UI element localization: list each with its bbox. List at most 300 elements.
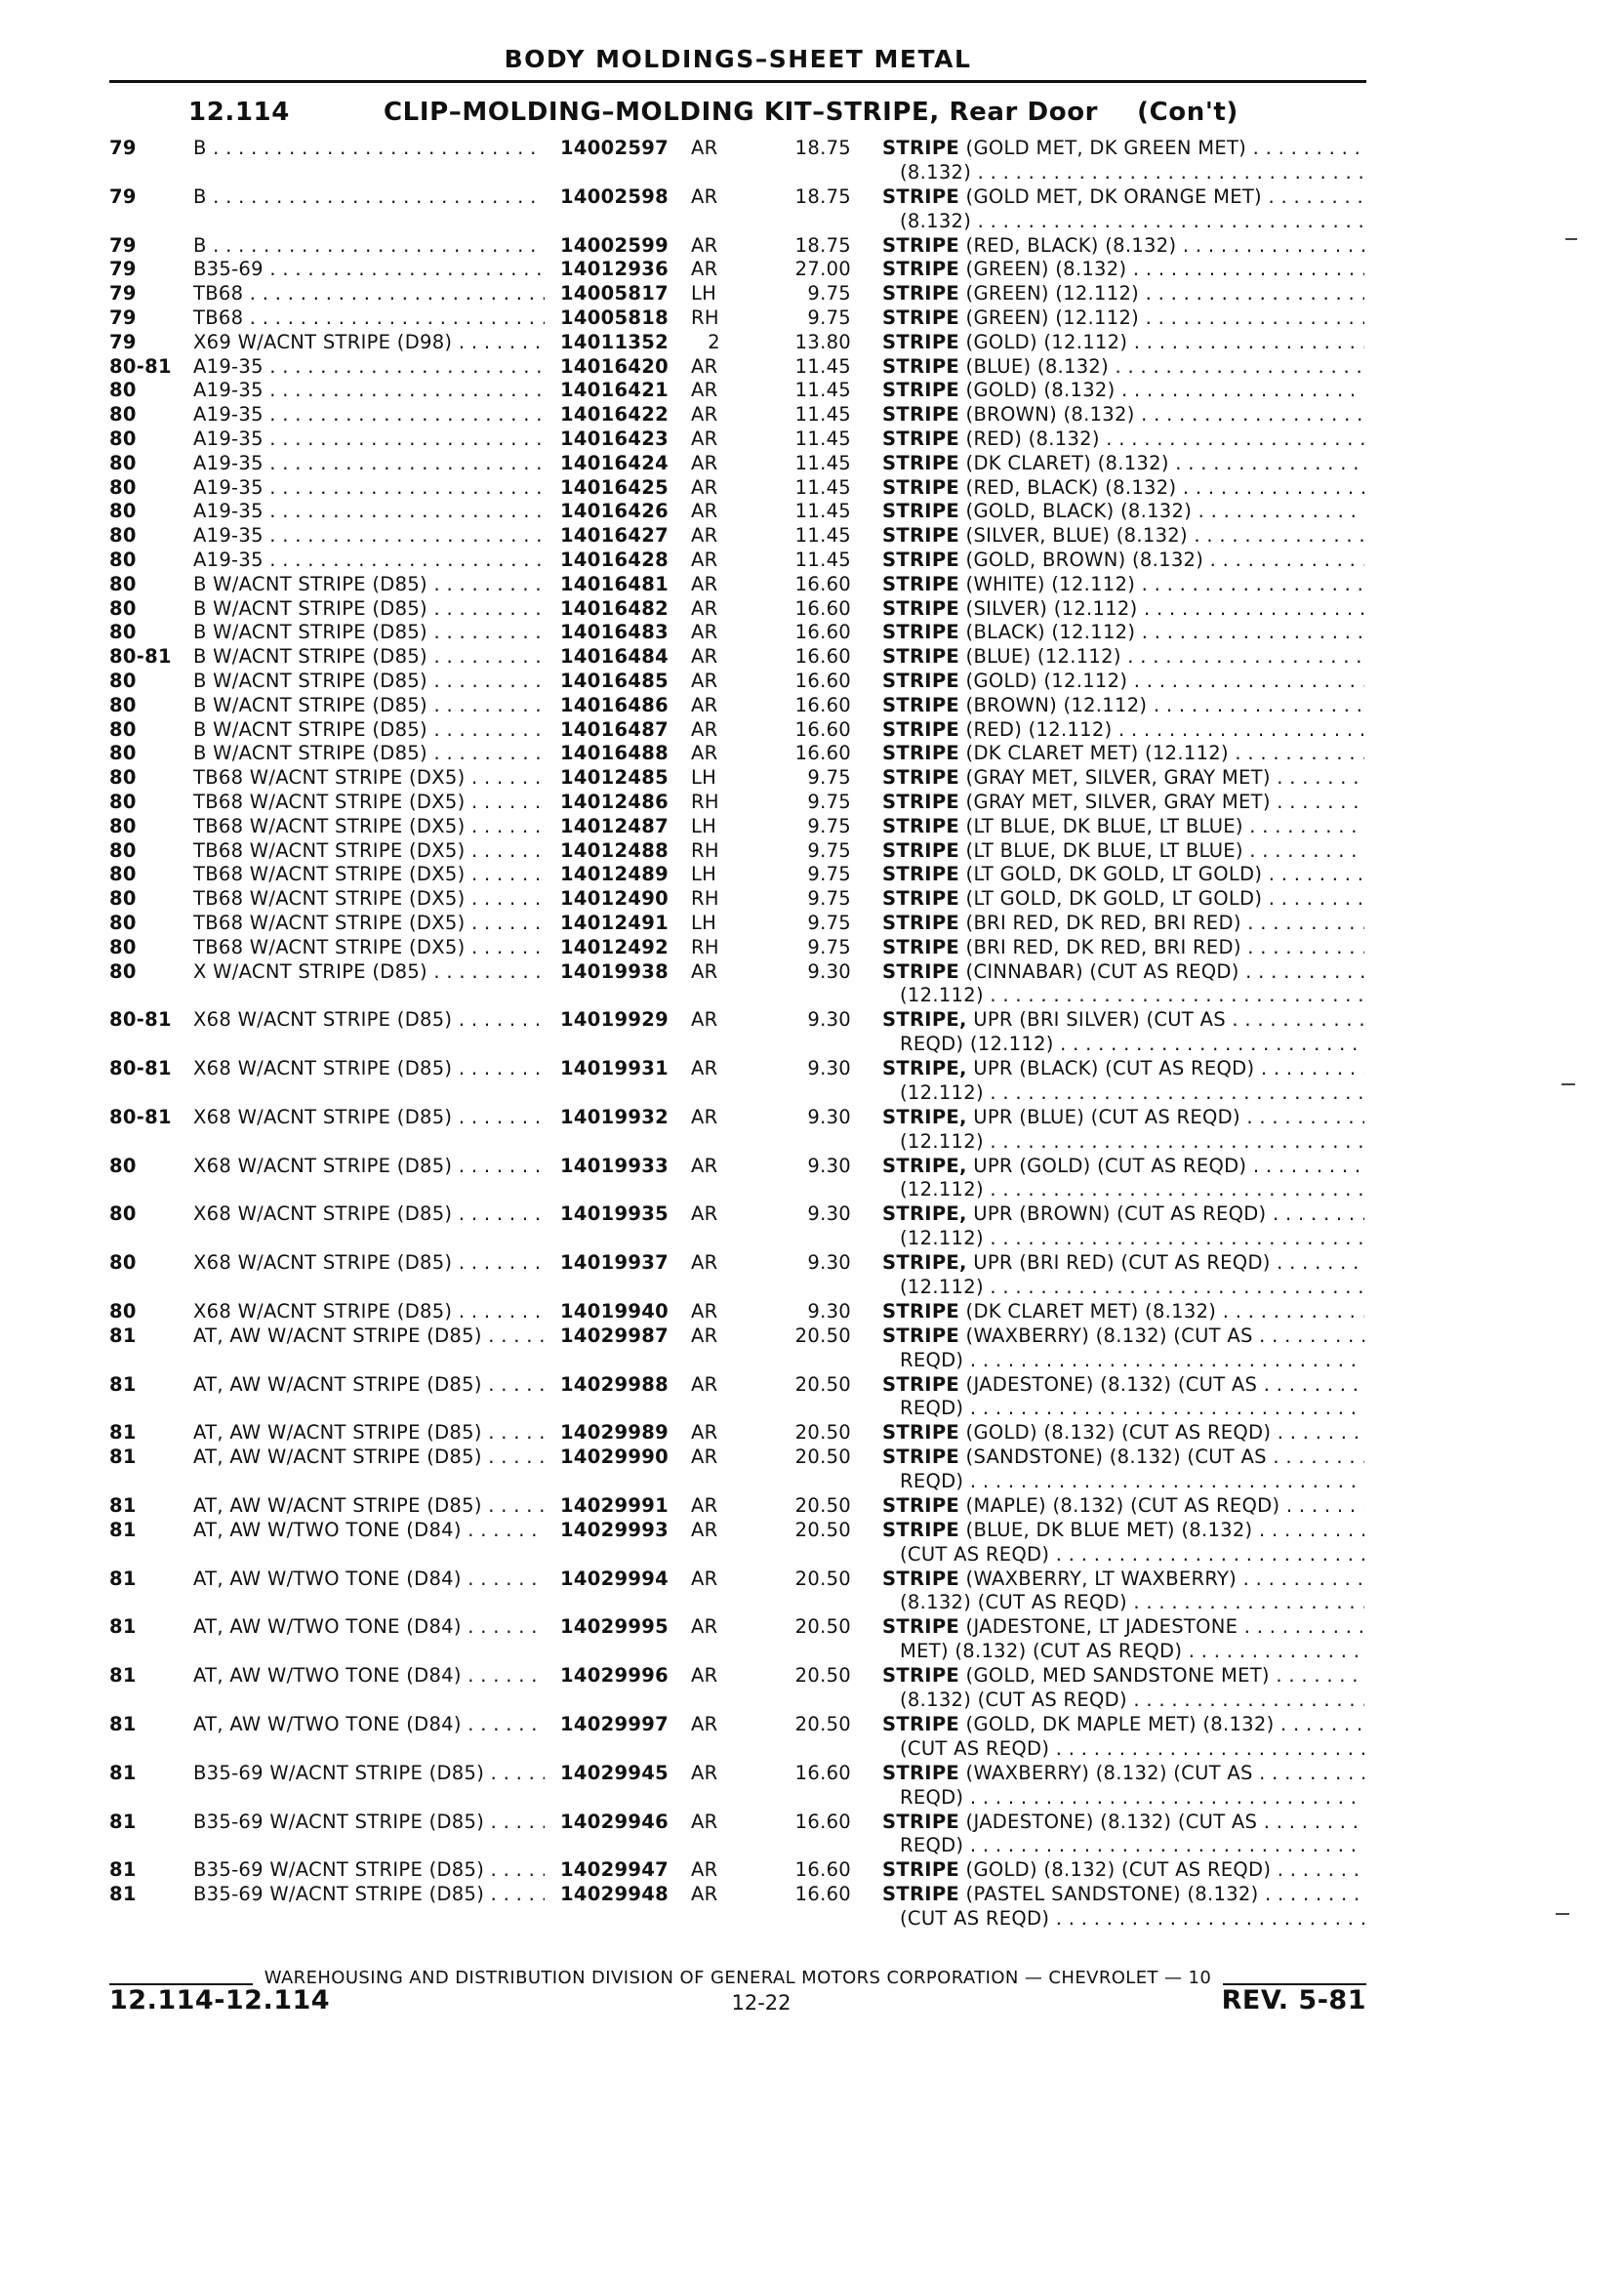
row-description bbox=[882, 452, 1364, 476]
row-quantity: LH bbox=[691, 766, 717, 790]
row-year: 81 bbox=[109, 1810, 137, 1833]
row-quantity: AR bbox=[691, 572, 718, 595]
row-description bbox=[882, 839, 1364, 864]
row-part-number: 14019933 bbox=[560, 1154, 669, 1177]
row-description bbox=[882, 500, 1364, 524]
row-part-number: 14029990 bbox=[560, 1445, 669, 1469]
row-part-number: 14029988 bbox=[560, 1372, 669, 1396]
row-description-text: (GREEN) (12.112) bbox=[965, 282, 1140, 305]
row-year: 81 bbox=[109, 1494, 137, 1518]
row-description bbox=[882, 1421, 1364, 1445]
row-description bbox=[882, 815, 1364, 839]
row-description-text: (GREEN) (12.112) bbox=[965, 305, 1140, 329]
row-description-text: (GRAY MET, SILVER, GRAY MET) bbox=[965, 790, 1271, 813]
row-quantity: RH bbox=[691, 305, 719, 329]
row-quantity: AR bbox=[691, 1810, 718, 1833]
margin-mark bbox=[1562, 1083, 1575, 1085]
row-quantity: AR bbox=[691, 1761, 718, 1784]
row-part-number: 14016426 bbox=[560, 500, 669, 523]
row-price: 20.50 bbox=[794, 1323, 851, 1347]
row-price: 18.75 bbox=[794, 184, 851, 208]
table-row bbox=[0, 185, 1624, 234]
row-model: AT, AW W/ACNT STRIPE (D85) . . . bbox=[193, 1494, 545, 1519]
row-part-number: 14019931 bbox=[560, 1057, 669, 1080]
row-keyword: STRIPE bbox=[882, 1421, 960, 1445]
row-keyword: STRIPE bbox=[882, 548, 960, 571]
row-description-text: UPR (BRI SILVER) (CUT AS bbox=[973, 1008, 1226, 1032]
table-row bbox=[0, 791, 1624, 815]
row-part-number: 14029996 bbox=[560, 1664, 669, 1688]
row-model: AT, AW W/TWO TONE (D84) . . . bbox=[193, 1664, 545, 1689]
row-keyword: STRIPE bbox=[882, 354, 960, 378]
row-quantity: LH bbox=[691, 863, 717, 886]
table-row bbox=[0, 1324, 1624, 1373]
row-price: 11.45 bbox=[794, 475, 851, 499]
row-year: 80 bbox=[109, 475, 137, 499]
row-description bbox=[882, 234, 1364, 259]
row-price: 16.60 bbox=[794, 1810, 851, 1833]
table-row bbox=[0, 524, 1624, 549]
row-year: 80 bbox=[109, 693, 137, 716]
row-year: 81 bbox=[109, 1883, 137, 1906]
row-part-number: 14012489 bbox=[560, 863, 669, 886]
row-quantity: AR bbox=[691, 379, 718, 402]
row-keyword: STRIPE, bbox=[882, 1008, 967, 1032]
row-description-continued: MET) (8.132) (CUT AS REQD) . . . bbox=[900, 1640, 1364, 1664]
row-quantity: RH bbox=[691, 790, 719, 813]
table-row bbox=[0, 476, 1624, 501]
row-part-number: 14012486 bbox=[560, 790, 669, 813]
row-price: 16.60 bbox=[794, 596, 851, 620]
row-description-text: (BLACK) (12.112) bbox=[965, 621, 1136, 644]
row-year: 80 bbox=[109, 911, 137, 934]
row-quantity: AR bbox=[691, 1251, 718, 1275]
row-keyword: STRIPE bbox=[882, 717, 960, 741]
row-part-number: 14016425 bbox=[560, 475, 669, 499]
row-description-text: (BLUE, DK BLUE MET) (8.132) bbox=[965, 1518, 1253, 1541]
row-quantity: AR bbox=[691, 959, 718, 983]
row-price: 18.75 bbox=[794, 233, 851, 257]
table-row bbox=[0, 258, 1624, 282]
row-price: 9.30 bbox=[807, 959, 851, 983]
row-price: 9.30 bbox=[807, 1251, 851, 1275]
row-model: AT, AW W/TWO TONE (D84) . . . bbox=[193, 1615, 545, 1640]
row-description-continued: (8.132) . . . bbox=[900, 161, 1364, 185]
row-model: A19-35 . . . bbox=[193, 355, 545, 380]
row-model: TB68 W/ACNT STRIPE (DX5) . . . bbox=[193, 912, 545, 936]
row-description-text: (GOLD, MED SANDSTONE MET) bbox=[965, 1664, 1270, 1688]
row-quantity: AR bbox=[691, 1202, 718, 1226]
row-price: 9.30 bbox=[807, 1105, 851, 1128]
row-quantity: AR bbox=[691, 1883, 718, 1906]
row-quantity: AR bbox=[691, 1445, 718, 1469]
row-part-number: 14016481 bbox=[560, 572, 669, 595]
row-price: 11.45 bbox=[794, 379, 851, 402]
row-keyword: STRIPE bbox=[882, 1761, 960, 1784]
table-row bbox=[0, 670, 1624, 694]
row-quantity: AR bbox=[691, 596, 718, 620]
row-quantity: LH bbox=[691, 814, 717, 837]
row-description bbox=[882, 1057, 1364, 1081]
row-quantity: AR bbox=[691, 693, 718, 716]
row-model: B W/ACNT STRIPE (D85) . . . bbox=[193, 597, 545, 622]
row-keyword: STRIPE bbox=[882, 475, 960, 499]
row-description-text: (SILVER, BLUE) (8.132) bbox=[965, 524, 1188, 548]
row-description-continued: REQD) (12.112) . . . bbox=[900, 1033, 1364, 1057]
row-keyword: STRIPE bbox=[882, 596, 960, 620]
row-year: 81 bbox=[109, 1664, 137, 1688]
table-row bbox=[0, 1568, 1624, 1616]
row-year: 81 bbox=[109, 1323, 137, 1347]
margin-mark bbox=[1565, 238, 1577, 240]
table-row bbox=[0, 742, 1624, 766]
row-year: 80 bbox=[109, 863, 137, 886]
row-model: TB68 . . . bbox=[193, 306, 545, 331]
row-price: 9.75 bbox=[807, 790, 851, 813]
row-description-text: (SANDSTONE) (8.132) (CUT AS bbox=[965, 1445, 1267, 1469]
row-quantity: AR bbox=[691, 1664, 718, 1688]
row-quantity: AR bbox=[691, 403, 718, 427]
row-price: 16.60 bbox=[794, 1883, 851, 1906]
row-description bbox=[882, 1324, 1364, 1349]
row-description bbox=[882, 670, 1364, 694]
row-part-number: 14016422 bbox=[560, 403, 669, 427]
table-row bbox=[0, 766, 1624, 791]
row-description-text: (WAXBERRY) (8.132) (CUT AS bbox=[965, 1323, 1253, 1347]
row-description-text: (GOLD, DK MAPLE MET) (8.132) bbox=[965, 1713, 1275, 1736]
row-description-continued: (12.112) . . . bbox=[900, 1227, 1364, 1251]
row-description bbox=[882, 476, 1364, 501]
table-row bbox=[0, 1106, 1624, 1155]
row-price: 20.50 bbox=[794, 1664, 851, 1688]
row-model: AT, AW W/ACNT STRIPE (D85) . . . bbox=[193, 1421, 545, 1445]
row-quantity: AR bbox=[691, 548, 718, 571]
table-row bbox=[0, 1664, 1624, 1713]
row-description-continued: REQD) . . . bbox=[900, 1470, 1364, 1494]
row-model: A19-35 . . . bbox=[193, 500, 545, 524]
row-keyword: STRIPE bbox=[882, 137, 960, 159]
row-model: AT, AW W/TWO TONE (D84) . . . bbox=[193, 1519, 545, 1543]
row-year: 81 bbox=[109, 1615, 137, 1639]
row-model: TB68 W/ACNT STRIPE (DX5) . . . bbox=[193, 863, 545, 887]
table-row bbox=[0, 500, 1624, 524]
row-description bbox=[882, 573, 1364, 597]
row-description bbox=[882, 791, 1364, 815]
row-quantity: AR bbox=[691, 137, 718, 159]
row-description bbox=[882, 597, 1364, 622]
row-price: 9.75 bbox=[807, 911, 851, 934]
row-model: TB68 W/ACNT STRIPE (DX5) . . . bbox=[193, 791, 545, 815]
row-keyword: STRIPE bbox=[882, 1713, 960, 1736]
row-keyword: STRIPE bbox=[882, 790, 960, 813]
table-row bbox=[0, 1202, 1624, 1251]
row-year: 80 bbox=[109, 717, 137, 741]
row-part-number: 14029994 bbox=[560, 1567, 669, 1590]
row-year: 81 bbox=[109, 1421, 137, 1445]
row-keyword: STRIPE bbox=[882, 184, 960, 208]
row-quantity: AR bbox=[691, 500, 718, 523]
row-quantity: AR bbox=[691, 354, 718, 378]
row-part-number: 14029987 bbox=[560, 1323, 669, 1347]
row-quantity: AR bbox=[691, 1518, 718, 1541]
row-part-number: 14016484 bbox=[560, 645, 669, 669]
row-model: A19-35 . . . bbox=[193, 524, 545, 549]
row-keyword: STRIPE bbox=[882, 669, 960, 692]
row-year: 80 bbox=[109, 887, 137, 911]
row-description-text: (RED) (12.112) bbox=[965, 717, 1113, 741]
row-description-text: (BROWN) (8.132) bbox=[965, 403, 1135, 427]
row-description bbox=[882, 1445, 1364, 1470]
header-rule bbox=[109, 80, 1366, 83]
row-description bbox=[882, 863, 1364, 887]
row-quantity: AR bbox=[691, 233, 718, 257]
row-price: 9.75 bbox=[807, 305, 851, 329]
table-row bbox=[0, 1615, 1624, 1664]
row-year: 80 bbox=[109, 1300, 137, 1323]
row-model: B35-69 W/ACNT STRIPE (D85) . . . bbox=[193, 1858, 545, 1883]
row-description-text: (BRI RED, DK RED, BRI RED) bbox=[965, 911, 1241, 934]
table-row bbox=[0, 960, 1624, 1009]
row-quantity: AR bbox=[691, 1057, 718, 1080]
row-keyword: STRIPE bbox=[882, 1567, 960, 1590]
row-year: 81 bbox=[109, 1713, 137, 1736]
row-description bbox=[882, 621, 1364, 645]
row-model: B W/ACNT STRIPE (D85) . . . bbox=[193, 645, 545, 670]
row-description bbox=[882, 549, 1364, 573]
row-year: 80 bbox=[109, 935, 137, 958]
row-model: X68 W/ACNT STRIPE (D85) . . . bbox=[193, 1008, 545, 1033]
row-part-number: 14012492 bbox=[560, 935, 669, 958]
row-description bbox=[882, 1155, 1364, 1179]
row-keyword: STRIPE bbox=[882, 1372, 960, 1396]
row-description-continued: (8.132) (CUT AS REQD) . . . bbox=[900, 1591, 1364, 1615]
row-model: B . . . bbox=[193, 137, 545, 161]
row-description-continued: REQD) . . . bbox=[900, 1834, 1364, 1858]
row-model: A19-35 . . . bbox=[193, 379, 545, 403]
row-price: 9.75 bbox=[807, 282, 851, 305]
row-year: 80 bbox=[109, 427, 137, 450]
row-description-text: UPR (BROWN) (CUT AS REQD) bbox=[973, 1202, 1267, 1226]
row-price: 11.45 bbox=[794, 500, 851, 523]
row-year: 79 bbox=[109, 330, 137, 353]
row-part-number: 14016485 bbox=[560, 669, 669, 692]
row-year: 79 bbox=[109, 282, 137, 305]
row-description-text: (WAXBERRY, LT WAXBERRY) bbox=[965, 1567, 1238, 1590]
row-year: 79 bbox=[109, 137, 137, 159]
row-model: TB68 W/ACNT STRIPE (DX5) . . . bbox=[193, 887, 545, 912]
row-part-number: 14012487 bbox=[560, 814, 669, 837]
table-row bbox=[0, 1421, 1624, 1445]
row-keyword: STRIPE bbox=[882, 1323, 960, 1347]
row-description-continued: (12.112) . . . bbox=[900, 1130, 1364, 1155]
row-description-text: (DK CLARET MET) (8.132) bbox=[965, 1300, 1217, 1323]
row-description-continued: (CUT AS REQD) . . . bbox=[900, 1907, 1364, 1932]
table-row bbox=[0, 403, 1624, 428]
row-price: 16.60 bbox=[794, 1858, 851, 1882]
row-description bbox=[882, 428, 1364, 452]
row-description-continued: REQD) . . . bbox=[900, 1397, 1364, 1421]
row-price: 9.30 bbox=[807, 1202, 851, 1226]
row-description bbox=[882, 1858, 1364, 1883]
row-description bbox=[882, 1568, 1364, 1592]
row-part-number: 14005818 bbox=[560, 305, 669, 329]
margin-mark bbox=[1556, 1913, 1569, 1915]
row-description-text: (GOLD) (8.132) (CUT AS REQD) bbox=[965, 1858, 1272, 1882]
row-price: 27.00 bbox=[794, 258, 851, 281]
row-keyword: STRIPE bbox=[882, 305, 960, 329]
table-row bbox=[0, 1494, 1624, 1519]
row-year: 80-81 bbox=[109, 1105, 172, 1128]
row-part-number: 14029991 bbox=[560, 1494, 669, 1518]
row-year: 80 bbox=[109, 572, 137, 595]
row-model: B35-69 . . . bbox=[193, 258, 545, 282]
row-keyword: STRIPE bbox=[882, 233, 960, 257]
row-description-continued: (CUT AS REQD) . . . bbox=[900, 1543, 1364, 1568]
row-price: 11.45 bbox=[794, 451, 851, 474]
table-row bbox=[0, 331, 1624, 355]
footer-page-number: 12-22 bbox=[731, 1991, 792, 2015]
row-price: 20.50 bbox=[794, 1713, 851, 1736]
row-keyword: STRIPE bbox=[882, 1518, 960, 1541]
row-model: B . . . bbox=[193, 234, 545, 259]
row-quantity: LH bbox=[691, 282, 717, 305]
row-price: 9.30 bbox=[807, 1300, 851, 1323]
row-price: 20.50 bbox=[794, 1567, 851, 1590]
row-description-text: (GOLD, BLACK) (8.132) bbox=[965, 500, 1193, 523]
row-part-number: 14019932 bbox=[560, 1105, 669, 1128]
row-keyword: STRIPE bbox=[882, 621, 960, 644]
row-year: 80 bbox=[109, 379, 137, 402]
row-keyword: STRIPE bbox=[882, 403, 960, 427]
row-year: 80 bbox=[109, 790, 137, 813]
row-keyword: STRIPE bbox=[882, 500, 960, 523]
footer-revision: REV. 5-81 bbox=[1221, 1985, 1366, 2015]
row-price: 16.60 bbox=[794, 742, 851, 765]
row-model: A19-35 . . . bbox=[193, 476, 545, 501]
row-model: X68 W/ACNT STRIPE (D85) . . . bbox=[193, 1155, 545, 1179]
row-description bbox=[882, 137, 1364, 161]
row-keyword: STRIPE bbox=[882, 693, 960, 716]
row-description bbox=[882, 355, 1364, 380]
table-row bbox=[0, 549, 1624, 573]
row-description-text: (PASTEL SANDSTONE) (8.132) bbox=[965, 1883, 1259, 1906]
table-row bbox=[0, 1155, 1624, 1203]
row-keyword: STRIPE bbox=[882, 1445, 960, 1469]
row-year: 79 bbox=[109, 184, 137, 208]
row-description-text: (RED, BLACK) (8.132) bbox=[965, 475, 1177, 499]
table-row bbox=[0, 718, 1624, 743]
table-row bbox=[0, 936, 1624, 960]
row-model: AT, AW W/ACNT STRIPE (D85) . . . bbox=[193, 1324, 545, 1349]
row-keyword: STRIPE bbox=[882, 935, 960, 958]
table-row bbox=[0, 1300, 1624, 1324]
footer-division: WAREHOUSING AND DISTRIBUTION DIVISION OF GENERAL MOTORS CORPORATION — CHEVROLET — 10 bbox=[264, 1968, 1212, 1988]
row-part-number: 14002597 bbox=[560, 137, 669, 159]
row-description-text: (JADESTONE, LT JADESTONE bbox=[965, 1615, 1238, 1639]
row-model: B W/ACNT STRIPE (D85) . . . bbox=[193, 573, 545, 597]
row-part-number: 14016487 bbox=[560, 717, 669, 741]
row-year: 80 bbox=[109, 596, 137, 620]
table-row bbox=[0, 1811, 1624, 1859]
row-keyword: STRIPE bbox=[882, 814, 960, 837]
row-part-number: 14016483 bbox=[560, 621, 669, 644]
row-keyword: STRIPE, bbox=[882, 1202, 967, 1226]
row-description-text: (GOLD) (12.112) bbox=[965, 330, 1128, 353]
row-description-text: (GOLD) (8.132) bbox=[965, 379, 1116, 402]
row-keyword: STRIPE bbox=[882, 524, 960, 548]
row-description bbox=[882, 331, 1364, 355]
row-description-text: (RED) (8.132) bbox=[965, 427, 1100, 450]
row-year: 81 bbox=[109, 1567, 137, 1590]
row-keyword: STRIPE bbox=[882, 1494, 960, 1518]
row-part-number: 14016482 bbox=[560, 596, 669, 620]
row-description-text: (BRI RED, DK RED, BRI RED) bbox=[965, 935, 1241, 958]
footer-section-range: 12.114-12.114 bbox=[109, 1985, 331, 2015]
row-description bbox=[882, 1664, 1364, 1689]
row-keyword: STRIPE bbox=[882, 959, 960, 983]
row-year: 80 bbox=[109, 451, 137, 474]
row-description bbox=[882, 379, 1364, 403]
row-description-text: (DK CLARET MET) (12.112) bbox=[965, 742, 1229, 765]
table-row bbox=[0, 1008, 1624, 1057]
row-quantity: AR bbox=[691, 1372, 718, 1396]
row-quantity: 2 bbox=[708, 330, 720, 353]
row-description-text: (LT BLUE, DK BLUE, LT BLUE) bbox=[965, 814, 1243, 837]
row-year: 80 bbox=[109, 742, 137, 765]
row-keyword: STRIPE bbox=[882, 1810, 960, 1833]
row-model: X68 W/ACNT STRIPE (D85) . . . bbox=[193, 1057, 545, 1081]
row-keyword: STRIPE bbox=[882, 742, 960, 765]
row-price: 20.50 bbox=[794, 1518, 851, 1541]
row-keyword: STRIPE bbox=[882, 258, 960, 281]
row-model: AT, AW W/TWO TONE (D84) . . . bbox=[193, 1568, 545, 1592]
row-description-text: (GRAY MET, SILVER, GRAY MET) bbox=[965, 766, 1271, 790]
table-row bbox=[0, 1057, 1624, 1106]
row-keyword: STRIPE bbox=[882, 911, 960, 934]
table-row bbox=[0, 1883, 1624, 1932]
table-row bbox=[0, 355, 1624, 380]
section-title bbox=[188, 98, 1360, 127]
table-row bbox=[0, 1762, 1624, 1811]
row-description-continued: (12.112) . . . bbox=[900, 984, 1364, 1008]
row-part-number: 14029989 bbox=[560, 1421, 669, 1445]
row-price: 9.30 bbox=[807, 1154, 851, 1177]
row-description-text: (JADESTONE) (8.132) (CUT AS bbox=[965, 1372, 1258, 1396]
table-row bbox=[0, 839, 1624, 864]
row-price: 16.60 bbox=[794, 717, 851, 741]
row-year: 79 bbox=[109, 305, 137, 329]
row-price: 11.45 bbox=[794, 524, 851, 548]
table-row bbox=[0, 645, 1624, 670]
row-model: AT, AW W/ACNT STRIPE (D85) . . . bbox=[193, 1373, 545, 1398]
row-keyword: STRIPE bbox=[882, 1858, 960, 1882]
row-part-number: 14016421 bbox=[560, 379, 669, 402]
row-keyword: STRIPE bbox=[882, 887, 960, 911]
row-description-continued: REQD) . . . bbox=[900, 1349, 1364, 1373]
row-part-number: 14012485 bbox=[560, 766, 669, 790]
row-description bbox=[882, 766, 1364, 791]
row-description-text: (SILVER) (12.112) bbox=[965, 596, 1138, 620]
row-part-number: 14016488 bbox=[560, 742, 669, 765]
row-part-number: 14019935 bbox=[560, 1202, 669, 1226]
row-quantity: AR bbox=[691, 1154, 718, 1177]
row-keyword: STRIPE bbox=[882, 766, 960, 790]
row-model: A19-35 . . . bbox=[193, 452, 545, 476]
table-row bbox=[0, 694, 1624, 718]
row-description-text: (MAPLE) (8.132) (CUT AS REQD) bbox=[965, 1494, 1280, 1518]
row-year: 80 bbox=[109, 1251, 137, 1275]
row-description bbox=[882, 645, 1364, 670]
